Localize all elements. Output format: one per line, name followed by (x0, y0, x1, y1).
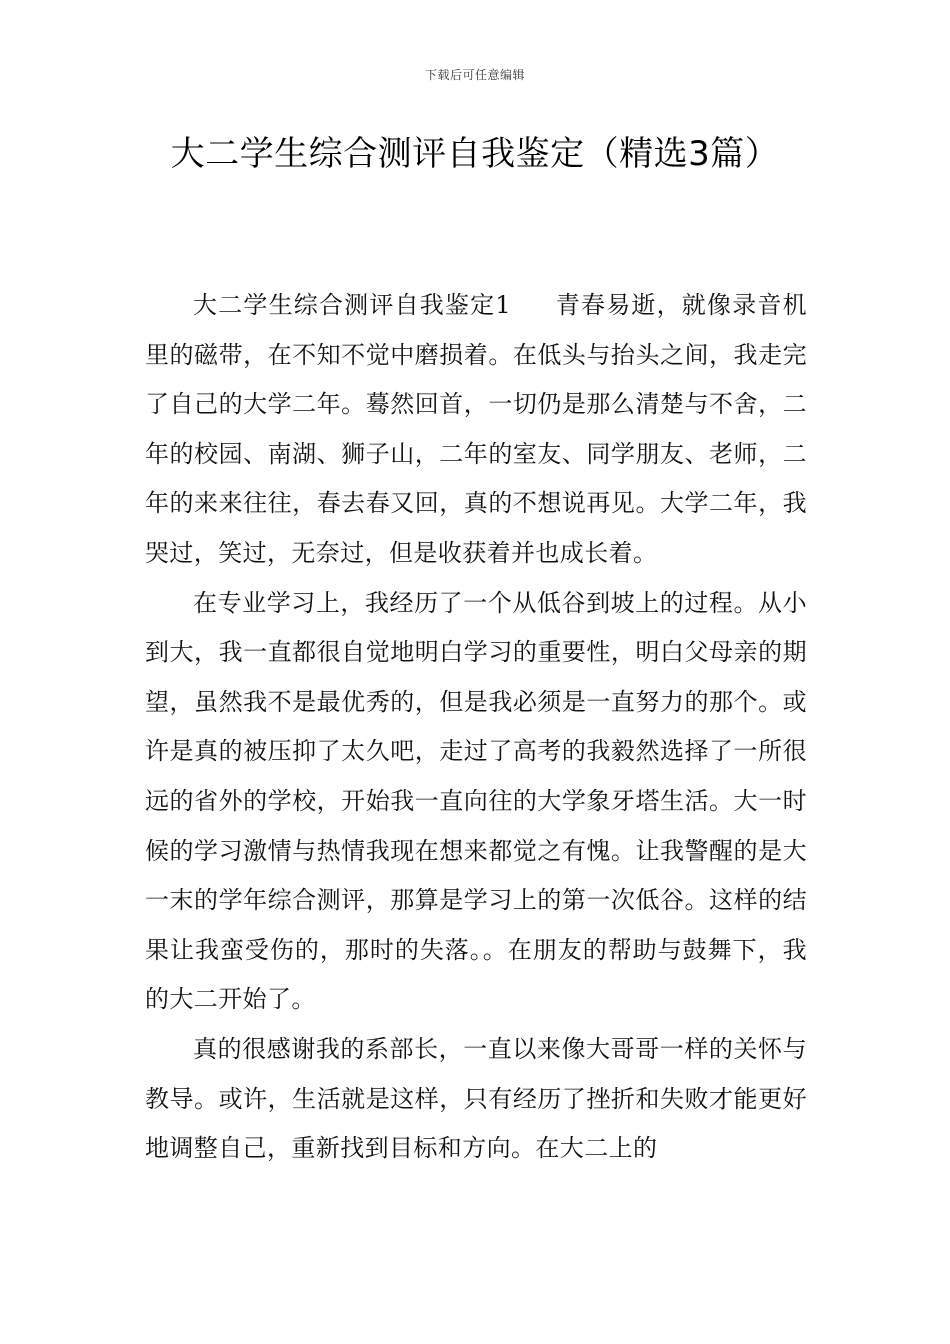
section-label: 大二学生综合测评自我鉴定1 (193, 291, 512, 319)
paragraph-text: 青春易逝，就像录音机里的磁带，在不知不觉中磨损着。在低头与抬头之间，我走完了自己的大学二年。蓦然回首，一切仍是那么清楚与不舍，二年的校园、南湖、狮子山，二年的室友、同学朋友、老师，二年的来来往往，春去春又回，真的不想说再见。大学二年，我哭过，笑过，无奈过，但是收获着并也成长着。 (145, 291, 807, 567)
header-note: 下载后可任意编辑 (424, 68, 525, 82)
body-paragraph-2: 在专业学习上，我经历了一个从低谷到坡上的过程。从小到大，我一直都很自觉地明白学习的重要性，明白父母亲的期望，虽然我不是最优秀的，但是我必须是一直努力的那个。或许是真的被压抑了太久吧，走过了高考的我毅然选择了一所很远的省外的学校，开始我一直向往的大学象牙塔生活。大一时候的学习激情与热情我现在想来都觉之有愧。让我警醒的是大一末的学年综合测评，那算是学习上的第一次低谷。这样的结果让我蛮受伤的，那时的失落。。在朋友的帮助与鼓舞下，我的大二开始了。 (145, 588, 807, 1014)
document-body (145, 281, 807, 1174)
document-title: 大二学生综合测评自我鉴定（精选3篇） (170, 134, 780, 174)
body-paragraph-3: 真的很感谢我的系部长，一直以来像大哥哥一样的关怀与教导。或许，生活就是这样，只有经历了挫折和失败才能更好地调整自己，重新找到目标和方向。在大二上的 (145, 1034, 807, 1163)
body-paragraph-1 (145, 281, 807, 579)
